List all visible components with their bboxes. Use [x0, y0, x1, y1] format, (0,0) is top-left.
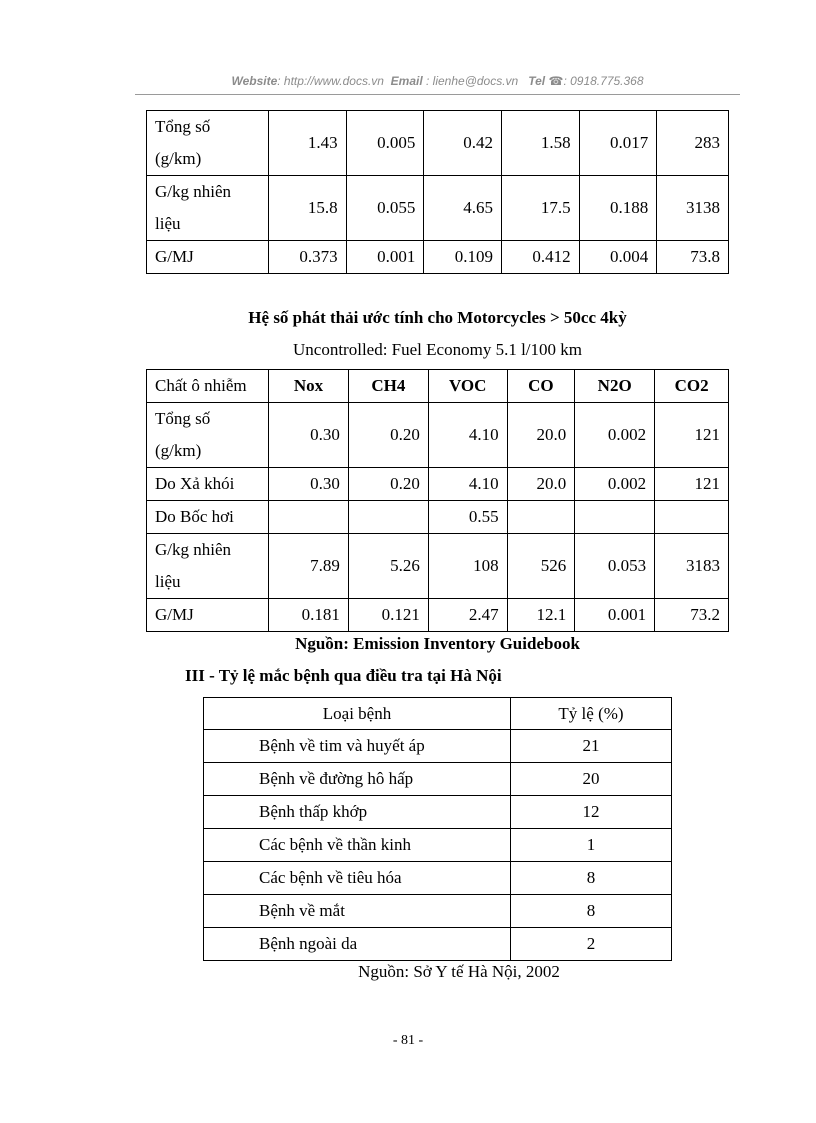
column-header: CO2 — [655, 370, 729, 403]
row-label: G/kg nhiên liệu — [147, 534, 269, 599]
column-header: VOC — [428, 370, 507, 403]
table-row — [147, 599, 729, 632]
cell: 0.053 — [575, 534, 655, 599]
column-header: N2O — [575, 370, 655, 403]
table-row — [147, 501, 729, 534]
row-label: Tổng số (g/km) — [147, 111, 269, 176]
cell: 283 — [657, 111, 729, 176]
disease-name: Các bệnh về tiêu hóa — [204, 862, 511, 895]
disease-name: Bệnh về tim và huyết áp — [204, 730, 511, 763]
table-header-row — [204, 698, 672, 730]
cell: 0.30 — [269, 468, 349, 501]
row-label: Do Xả khói — [147, 468, 269, 501]
column-header: Tỷ lệ (%) — [511, 698, 672, 730]
cell: 3138 — [657, 176, 729, 241]
cell — [575, 501, 655, 534]
cell: 17.5 — [501, 176, 579, 241]
cell: 4.10 — [428, 468, 507, 501]
cell: 0.109 — [424, 241, 502, 274]
row-label: Do Bốc hơi — [147, 501, 269, 534]
table-row — [147, 111, 729, 176]
cell: 73.2 — [655, 599, 729, 632]
website-label: Website — [231, 74, 278, 88]
disease-rate: 8 — [511, 862, 672, 895]
cell: 526 — [507, 534, 575, 599]
cell: 0.20 — [348, 468, 428, 501]
table-row — [204, 796, 672, 829]
table-row — [204, 862, 672, 895]
disease-rate: 1 — [511, 829, 672, 862]
cell: 0.001 — [346, 241, 424, 274]
disease-rate: 21 — [511, 730, 672, 763]
table-source: Nguồn: Emission Inventory Guidebook — [295, 634, 580, 653]
cell: 0.181 — [269, 599, 349, 632]
column-header: Chất ô nhiễm — [147, 370, 269, 403]
cell: 12.1 — [507, 599, 575, 632]
cell — [348, 501, 428, 534]
table-row — [147, 468, 729, 501]
disease-rate: 12 — [511, 796, 672, 829]
disease-name: Bệnh về mắt — [204, 895, 511, 928]
website-value: : http://www.docs.vn — [277, 74, 384, 88]
cell — [507, 501, 575, 534]
cell: 7.89 — [269, 534, 349, 599]
cell: 20.0 — [507, 468, 575, 501]
page-number: - 81 - — [392, 1033, 424, 1048]
column-header: CH4 — [348, 370, 428, 403]
table-title: Hệ số phát thải ước tính cho Motorcycles > 50cc 4kỳ — [248, 308, 627, 327]
email-label: Email — [390, 74, 423, 88]
table-row — [204, 730, 672, 763]
section-heading: III - Tỷ lệ mắc bệnh qua điều tra tại Hà Nội — [185, 666, 502, 685]
cell — [269, 501, 349, 534]
table-row — [147, 534, 729, 599]
row-label: Tổng số (g/km) — [147, 403, 269, 468]
disease-rate-table — [203, 697, 672, 961]
cell: 4.10 — [428, 403, 507, 468]
table-row — [204, 763, 672, 796]
column-header: CO — [507, 370, 575, 403]
cell: 5.26 — [348, 534, 428, 599]
cell: 0.42 — [424, 111, 502, 176]
cell: 0.001 — [575, 599, 655, 632]
row-label: G/MJ — [147, 241, 269, 274]
cell: 0.373 — [269, 241, 347, 274]
cell: 0.002 — [575, 468, 655, 501]
cell: 1.43 — [269, 111, 347, 176]
cell: 121 — [655, 468, 729, 501]
cell: 3183 — [655, 534, 729, 599]
table-row — [147, 403, 729, 468]
cell: 0.055 — [346, 176, 424, 241]
table-header-row — [147, 370, 729, 403]
cell: 15.8 — [269, 176, 347, 241]
cell: 0.121 — [348, 599, 428, 632]
row-label: G/kg nhiên liệu — [147, 176, 269, 241]
row-label: G/MJ — [147, 599, 269, 632]
cell: 20.0 — [507, 403, 575, 468]
email-value: : lienhe@docs.vn — [426, 74, 519, 88]
column-header: Loại bệnh — [204, 698, 511, 730]
cell: 0.002 — [575, 403, 655, 468]
motorcycle-emission-table — [146, 369, 729, 632]
disease-name: Bệnh về đường hô hấp — [204, 763, 511, 796]
table-row — [204, 928, 672, 961]
cell: 0.017 — [579, 111, 657, 176]
table-row — [147, 241, 729, 274]
table-subtitle: Uncontrolled: Fuel Economy 5.1 l/100 km — [293, 340, 582, 359]
cell: 73.8 — [657, 241, 729, 274]
table-row — [204, 895, 672, 928]
tel-label: Tel — [528, 74, 546, 88]
disease-table-source: Nguồn: Sở Y tế Hà Nội, 2002 — [358, 962, 560, 981]
cell: 4.65 — [424, 176, 502, 241]
disease-name: Bệnh ngoài da — [204, 928, 511, 961]
table-row — [147, 176, 729, 241]
cell: 0.005 — [346, 111, 424, 176]
cell: 108 — [428, 534, 507, 599]
disease-rate: 20 — [511, 763, 672, 796]
disease-name: Các bệnh về thần kinh — [204, 829, 511, 862]
disease-rate: 8 — [511, 895, 672, 928]
cell: 0.30 — [269, 403, 349, 468]
cell: 0.188 — [579, 176, 657, 241]
cell: 1.58 — [501, 111, 579, 176]
page-header — [135, 74, 740, 95]
cell: 0.004 — [579, 241, 657, 274]
table-row — [204, 829, 672, 862]
disease-name: Bệnh thấp khớp — [204, 796, 511, 829]
tel-value: ☎: 0918.775.368 — [548, 74, 644, 88]
cell: 0.20 — [348, 403, 428, 468]
column-header: Nox — [269, 370, 349, 403]
cell: 2.47 — [428, 599, 507, 632]
cell: 0.55 — [428, 501, 507, 534]
disease-rate: 2 — [511, 928, 672, 961]
emission-table-continued — [146, 110, 729, 274]
cell — [655, 501, 729, 534]
cell: 0.412 — [501, 241, 579, 274]
cell: 121 — [655, 403, 729, 468]
